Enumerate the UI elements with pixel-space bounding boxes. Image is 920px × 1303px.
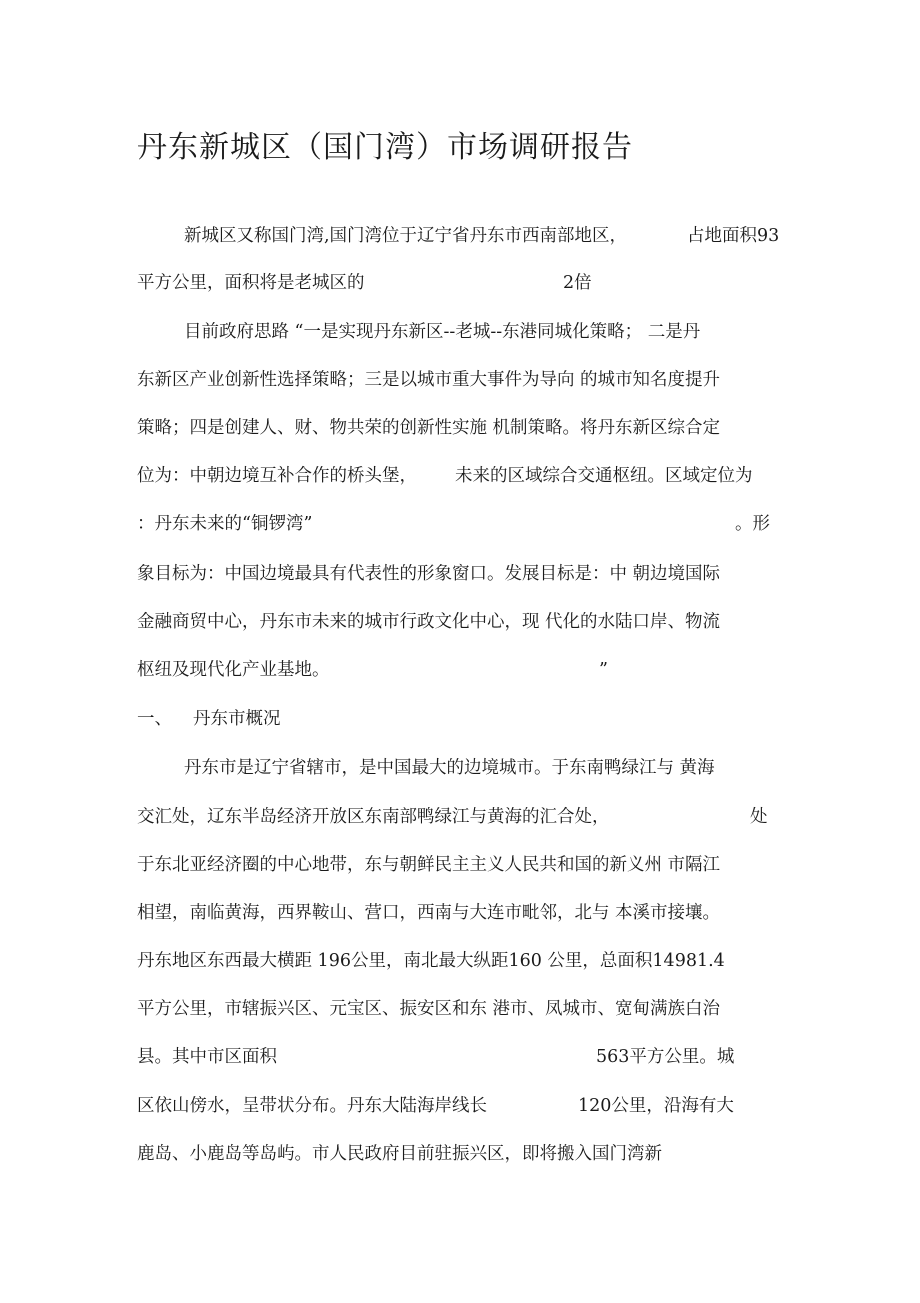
text-line: 位为：中朝边境互补合作的桥头堡， (137, 466, 417, 486)
text-line: 相望，南临黄海，西界鞍山、营口，西南与大连市毗邻，北与 本溪市接壤。 (137, 903, 721, 923)
text-line: ” (599, 660, 608, 680)
text-line: 丹东地区东西最大横距 196公里，南北最大纵距160 公里，总面积14981.4 (137, 951, 725, 971)
document-title: 丹东新城区（国门湾）市场调研报告 (137, 130, 633, 165)
text-line: 枢纽及现代化产业基地。 (137, 660, 330, 680)
text-line: 新城区又称国门湾,国门湾位于辽宁省丹东市西南部地区， (184, 226, 628, 246)
text-line: 占地面积93 (687, 226, 780, 246)
text-line: 鹿岛、小鹿岛等岛屿。市人民政府目前驻振兴区，即将搬入国门湾新 (137, 1144, 662, 1164)
section-number: 一、 (137, 709, 172, 729)
text-line: 于东北亚经济圈的中心地带，东与朝鲜民主主义人民共和国的新义州 市隔江 (137, 855, 721, 875)
text-line: 东新区产业创新性选择策略；三是以城市重大事件为导向 的城市知名度提升 (137, 370, 721, 390)
section-title: 丹东市概况 (193, 709, 281, 729)
text-line: 未来的区域综合交通枢纽。区域定位为 (455, 466, 753, 486)
text-line: 平方公里，面积将是老城区的 (137, 273, 365, 293)
text-line: 金融商贸中心，丹东市未来的城市行政文化中心，现 代化的水陆口岸、物流 (137, 612, 721, 632)
text-line: 平方公里，市辖振兴区、元宝区、振安区和东 港市、凤城市、宽甸满族白治 (137, 999, 721, 1019)
text-line: 2倍 (563, 273, 592, 293)
text-line: 。形 (735, 514, 770, 534)
text-line: 丹东市是辽宁省辖市，是中国最大的边境城市。于东南鸭绿江与 黄海 (184, 758, 715, 778)
text-line: 策略；四是创建人、财、物共荣的创新性实施 机制策略。将丹东新区综合定 (137, 418, 721, 438)
text-line: ：丹东未来的“铜锣湾” (137, 514, 313, 534)
text-line: 象目标为：中国边境最具有代表性的形象窗口。发展目标是：中 朝边境国际 (137, 564, 721, 584)
text-line: 交汇处，辽东半岛经济开放区东南部鸭绿江与黄海的汇合处， (137, 807, 610, 827)
text-line: 县。其中市区面积 (137, 1047, 277, 1067)
text-line: 目前政府思路 “一是实现丹东新区--老城--东港同城化策略； 二是丹 (184, 322, 701, 342)
text-line: 处 (750, 807, 768, 827)
text-line: 563平方公里。城 (596, 1047, 735, 1067)
text-line: 区依山傍水，呈带状分布。丹东大陆海岸线长 (137, 1096, 487, 1116)
text-line: 120公里，沿海有大 (578, 1096, 734, 1116)
